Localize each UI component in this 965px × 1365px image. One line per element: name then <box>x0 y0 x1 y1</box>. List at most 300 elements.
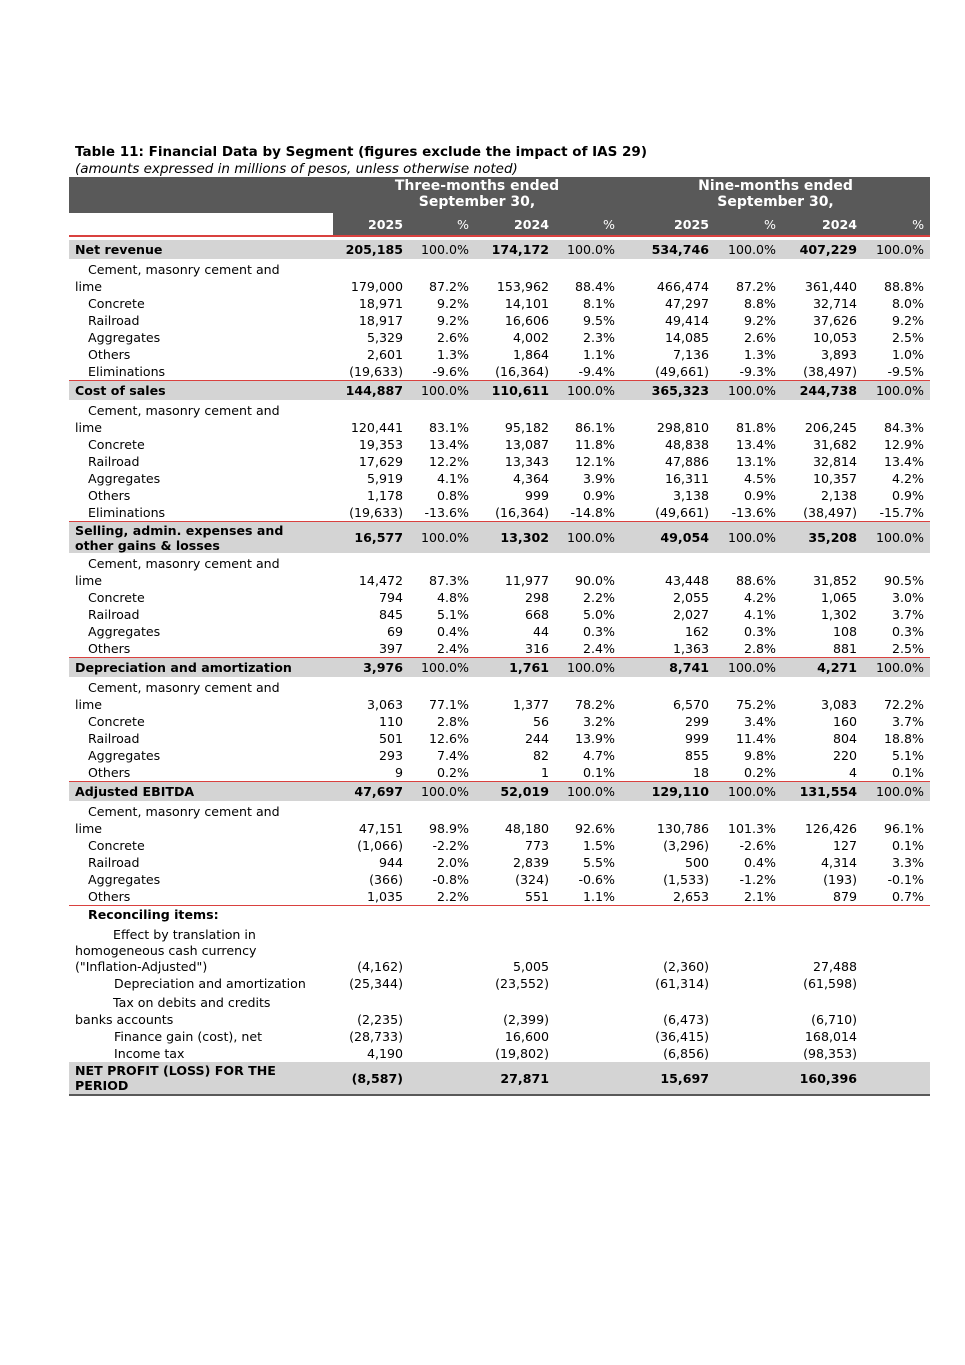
row-pct-cell: 4.8% <box>437 590 469 605</box>
row-value-cell: 17,629 <box>358 454 403 469</box>
empty-cell <box>555 906 621 924</box>
table-row <box>69 400 930 436</box>
reconciling-label-line1: Effect by translation in <box>113 927 256 942</box>
section-pct-cell: 100.0% <box>409 522 475 554</box>
section-value-cell: 1,761 <box>475 658 555 678</box>
row-label: Railroad <box>88 454 140 469</box>
row-value-cell: 108 <box>832 624 858 639</box>
row-value-cell: 14,101 <box>504 296 549 311</box>
row-label: Concrete <box>88 590 145 605</box>
row-label: Others <box>88 765 131 780</box>
header-3m-2024-pct: % <box>555 213 621 236</box>
row-value-cell: (324) <box>515 872 549 887</box>
header-three-months-line2: September 30, <box>418 194 536 210</box>
section-value-cell: 47,697 <box>333 782 409 802</box>
row-pct-cell: 96.1% <box>884 821 925 836</box>
row-pct-cell: -9.5% <box>887 364 925 379</box>
row-pct-cell: 5.1% <box>892 748 925 763</box>
reconciling-value-cell: 5,005 <box>512 959 549 974</box>
empty-cell <box>715 1062 782 1095</box>
section-value-cell: 131,554 <box>782 782 863 802</box>
row-label-line1: Cement, masonry cement and <box>88 403 280 418</box>
row-pct-cell: 83.1% <box>428 420 469 435</box>
row-pct-cell: 12.9% <box>884 437 925 452</box>
table-row <box>69 295 930 312</box>
row-label-line1: Cement, masonry cement and <box>88 556 280 571</box>
row-value-cell: 13,087 <box>504 437 549 452</box>
table-row <box>69 259 930 295</box>
row-pct-cell: 78.2% <box>575 697 616 712</box>
row-value-cell: 13,343 <box>504 454 549 469</box>
row-value-cell: 162 <box>684 624 710 639</box>
row-pct-cell: 2.4% <box>437 641 469 656</box>
row-value-cell: 2,653 <box>621 888 715 906</box>
header-three-months <box>333 177 621 213</box>
row-value-cell: (38,497) <box>803 505 858 520</box>
row-pct-cell: 0.9% <box>892 488 925 503</box>
row-value-cell: 5,329 <box>366 330 403 345</box>
row-value-cell: 10,053 <box>812 330 858 345</box>
row-label <box>69 400 333 436</box>
row-pct-cell: -2.2% <box>432 838 469 853</box>
row-pct-cell: 0.7% <box>863 888 930 906</box>
reconciling-value-cell: (6,856) <box>663 1046 710 1061</box>
empty-cell <box>863 1062 930 1095</box>
row-pct-cell: 3.4% <box>744 714 777 729</box>
row-pct-cell: 1.0% <box>892 347 925 362</box>
row-pct-cell: 0.3% <box>583 624 616 639</box>
row-pct-cell: -0.6% <box>578 872 616 887</box>
table-row <box>69 888 930 906</box>
net-profit-label-line1: NET PROFIT (LOSS) FOR THE <box>75 1063 276 1078</box>
row-pct-cell: 2.8% <box>744 641 777 656</box>
section-pct-cell: 100.0% <box>409 782 475 802</box>
row-label: Railroad <box>88 731 140 746</box>
reconciling-value-cell: 16,600 <box>504 1029 549 1044</box>
row-value-cell: 14,085 <box>664 330 710 345</box>
net-profit-value-cell: 15,697 <box>621 1062 715 1095</box>
row-value-cell: 881 <box>832 641 858 656</box>
row-value-cell: (16,364) <box>495 505 549 520</box>
row-pct-cell: 9.8% <box>744 748 777 763</box>
row-label <box>69 801 333 837</box>
reconciling-value-cell: (28,733) <box>349 1029 403 1044</box>
section-pct-cell: 100.0% <box>555 381 621 401</box>
section-label: Cost of sales <box>69 381 333 401</box>
row-value-cell: 9 <box>394 765 403 780</box>
table-row <box>69 329 930 346</box>
reconciling-value-cell: (6,710) <box>811 1012 858 1027</box>
row-pct-cell: 4.7% <box>583 748 616 763</box>
row-pct-cell: -1.2% <box>739 872 777 887</box>
row-pct-cell: -9.3% <box>739 364 777 379</box>
reconciling-row <box>69 1028 930 1045</box>
table-row <box>69 312 930 329</box>
row-value-cell: 47,886 <box>664 454 710 469</box>
header-row-periods <box>69 177 930 213</box>
reconciling-label-line2: banks accounts <box>75 1012 174 1027</box>
header-nine-months-line2: September 30, <box>717 194 834 210</box>
section-value-cell: 129,110 <box>621 782 715 802</box>
empty-cell <box>409 906 475 924</box>
header-3m-2024: 2024 <box>475 213 555 236</box>
reconciling-value-cell: (19,802) <box>495 1046 549 1061</box>
row-value-cell: (193) <box>823 872 858 887</box>
row-label: Railroad <box>88 855 140 870</box>
row-value-cell: 794 <box>378 590 403 605</box>
table-row <box>69 801 930 837</box>
row-value-cell: (49,661) <box>655 505 710 520</box>
row-pct-cell: 4.2% <box>892 471 925 486</box>
row-pct-cell: 87.2% <box>428 279 469 294</box>
section-pct-cell: 100.0% <box>409 658 475 678</box>
row-value-cell: 120,441 <box>350 420 403 435</box>
row-value-cell: 298 <box>524 590 549 605</box>
row-pct-cell: 8.1% <box>583 296 616 311</box>
net-profit-label-line2: PERIOD <box>75 1078 129 1093</box>
table-row <box>69 623 930 640</box>
reconciling-value-cell: (2,399) <box>503 1012 549 1027</box>
row-pct-cell: 12.1% <box>575 454 616 469</box>
row-pct-cell: 9.5% <box>583 313 616 328</box>
row-value-cell: 49,414 <box>664 313 710 328</box>
row-pct-cell: 12.6% <box>428 731 469 746</box>
section-value-cell: 244,738 <box>782 381 863 401</box>
row-pct-cell: 3.0% <box>892 590 925 605</box>
table-row <box>69 553 930 589</box>
row-pct-cell: 2.6% <box>744 330 777 345</box>
section-pct-cell: 100.0% <box>409 381 475 401</box>
reconciling-value-cell: (61,314) <box>655 976 710 991</box>
row-value-cell: 3,083 <box>820 697 858 712</box>
row-value-cell: 18,917 <box>358 313 403 328</box>
empty-cell <box>863 923 930 975</box>
row-value-cell: 879 <box>782 888 863 906</box>
row-value-cell: 47,151 <box>358 821 403 836</box>
row-value-cell: 1,178 <box>366 488 403 503</box>
row-value-cell: 126,426 <box>804 821 858 836</box>
row-value-cell: 31,682 <box>812 437 858 452</box>
row-pct-cell: 0.1% <box>583 765 616 780</box>
reconciling-value-cell: (61,598) <box>803 976 858 991</box>
section-value-cell: 13,302 <box>475 522 555 554</box>
row-value-cell: (16,364) <box>495 364 549 379</box>
row-pct-cell: 87.3% <box>428 573 469 588</box>
table-row <box>69 677 930 713</box>
row-label: Aggregates <box>88 624 161 639</box>
empty-cell <box>715 1045 782 1062</box>
row-value-cell: 220 <box>832 748 858 763</box>
row-label-line1: Cement, masonry cement and <box>88 680 280 695</box>
section-value-cell: 35,208 <box>782 522 863 554</box>
empty-cell <box>409 992 475 1028</box>
row-value-cell: 298,810 <box>656 420 710 435</box>
section-pct-cell: 100.0% <box>715 381 782 401</box>
row-pct-cell: -14.8% <box>570 505 616 520</box>
row-value-cell: 855 <box>684 748 710 763</box>
row-value-cell: 1,864 <box>512 347 549 362</box>
section-pct-cell: 100.0% <box>715 782 782 802</box>
row-pct-cell: -15.7% <box>879 505 925 520</box>
reconciling-value-cell: (2,360) <box>663 959 710 974</box>
row-value-cell: 2,601 <box>366 347 403 362</box>
section-value-cell: 534,746 <box>621 240 715 259</box>
table-title: Table 11: Financial Data by Segment (figures exclude the impact of IAS 29) <box>75 144 647 160</box>
header-blank <box>69 177 333 213</box>
section-label: Net revenue <box>69 240 333 259</box>
row-pct-cell: 9.2% <box>437 296 469 311</box>
row-value-cell: 43,448 <box>664 573 710 588</box>
reconciling-value-cell: (25,344) <box>349 976 403 991</box>
row-pct-cell: 3.7% <box>892 607 925 622</box>
net-profit-value-cell: 27,871 <box>475 1062 555 1095</box>
row-value-cell: 127 <box>832 838 858 853</box>
row-value-cell: 5,919 <box>366 471 403 486</box>
row-label <box>69 259 333 295</box>
reconciling-row-label <box>69 923 333 975</box>
row-pct-cell: -2.6% <box>739 838 777 853</box>
row-pct-cell: 2.1% <box>715 888 782 906</box>
net-profit-value-cell: 160,396 <box>782 1062 863 1095</box>
row-value-cell: (49,661) <box>655 364 710 379</box>
row-value-cell: 500 <box>684 855 710 870</box>
row-pct-cell: 11.8% <box>575 437 616 452</box>
row-pct-cell: -9.6% <box>432 364 469 379</box>
empty-cell <box>555 923 621 975</box>
row-value-cell: 2,055 <box>672 590 710 605</box>
row-label: Others <box>88 347 131 362</box>
section-value-cell: 174,172 <box>475 240 555 259</box>
empty-cell <box>863 906 930 924</box>
row-pct-cell: 0.1% <box>892 838 925 853</box>
row-label: Aggregates <box>88 330 161 345</box>
reconciling-value-cell: 27,488 <box>812 959 858 974</box>
reconciling-value-cell: (4,162) <box>357 959 403 974</box>
row-pct-cell: 88.6% <box>736 573 777 588</box>
row-value-cell: (38,497) <box>803 364 858 379</box>
empty-cell <box>555 992 621 1028</box>
table-row <box>69 747 930 764</box>
net-profit-value-cell: (8,587) <box>333 1062 409 1095</box>
row-pct-cell: 4.1% <box>437 471 469 486</box>
row-value-cell: 501 <box>378 731 403 746</box>
row-pct-cell: 2.0% <box>437 855 469 870</box>
row-value-cell: 4,002 <box>512 330 549 345</box>
empty-cell <box>555 1045 621 1062</box>
row-value-cell: 95,182 <box>504 420 549 435</box>
reconciling-row <box>69 975 930 992</box>
row-label: Others <box>69 888 333 906</box>
row-value-cell: 14,472 <box>358 573 403 588</box>
row-pct-cell: 98.9% <box>428 821 469 836</box>
row-label-line1: Cement, masonry cement and <box>88 804 280 819</box>
row-value-cell: 999 <box>684 731 710 746</box>
row-value-cell: 69 <box>386 624 403 639</box>
section-pct-cell: 100.0% <box>715 240 782 259</box>
row-pct-cell: 1.3% <box>437 347 469 362</box>
row-label: Railroad <box>88 607 140 622</box>
row-pct-cell: 9.2% <box>744 313 777 328</box>
section-value-cell: 205,185 <box>333 240 409 259</box>
section-pct-cell: 100.0% <box>863 782 930 802</box>
row-value-cell: 32,814 <box>812 454 858 469</box>
row-pct-cell: 87.2% <box>736 279 777 294</box>
reconciling-value-cell: 168,014 <box>804 1029 858 1044</box>
table-row <box>69 504 930 522</box>
row-pct-cell: 84.3% <box>884 420 925 435</box>
empty-cell <box>863 975 930 992</box>
row-label: Railroad <box>88 313 140 328</box>
section-label-line2: other gains & losses <box>75 537 220 553</box>
header-9m-2025: 2025 <box>621 213 715 236</box>
row-pct-cell: -0.8% <box>432 872 469 887</box>
row-pct-cell: 77.1% <box>428 697 469 712</box>
row-pct-cell: 5.5% <box>583 855 616 870</box>
header-9m-2024: 2024 <box>782 213 863 236</box>
row-pct-cell: 5.1% <box>437 607 469 622</box>
row-pct-cell: 0.1% <box>892 765 925 780</box>
row-value-cell: 1,035 <box>333 888 409 906</box>
row-pct-cell: 3.7% <box>892 714 925 729</box>
row-value-cell: 316 <box>524 641 549 656</box>
row-pct-cell: 13.4% <box>428 437 469 452</box>
empty-cell <box>715 906 782 924</box>
row-label: Concrete <box>88 437 145 452</box>
table-row <box>69 764 930 782</box>
row-value-cell: 11,977 <box>504 573 549 588</box>
header-label-blank <box>69 213 333 236</box>
row-pct-cell: 18.8% <box>884 731 925 746</box>
row-value-cell: 160 <box>832 714 858 729</box>
empty-cell <box>715 975 782 992</box>
row-label-line2: lime <box>75 279 103 294</box>
row-value-cell: 7,136 <box>672 347 710 362</box>
row-pct-cell: 0.4% <box>744 855 777 870</box>
row-pct-cell: 2.2% <box>409 888 475 906</box>
row-pct-cell: 2.3% <box>583 330 616 345</box>
row-pct-cell: 8.0% <box>892 296 925 311</box>
row-pct-cell: 1.5% <box>583 838 616 853</box>
row-pct-cell: 0.3% <box>744 624 777 639</box>
row-pct-cell: 90.0% <box>575 573 616 588</box>
reconciling-value-cell: (6,473) <box>663 1012 710 1027</box>
empty-cell <box>409 923 475 975</box>
section-label-line1: Selling, admin. expenses and <box>75 522 284 538</box>
row-value-cell: 3,138 <box>672 488 710 503</box>
row-value-cell: 153,962 <box>496 279 549 294</box>
empty-cell <box>863 992 930 1028</box>
row-pct-cell: 0.9% <box>583 488 616 503</box>
net-profit-label <box>69 1062 333 1095</box>
reconciling-row-label: Depreciation and amortization <box>114 976 306 991</box>
reconciling-value-cell: (23,552) <box>495 976 549 991</box>
row-pct-cell: 9.2% <box>892 313 925 328</box>
row-pct-cell: 8.8% <box>744 296 777 311</box>
row-pct-cell: 0.9% <box>744 488 777 503</box>
row-label: Others <box>88 641 131 656</box>
row-value-cell: 361,440 <box>804 279 858 294</box>
row-pct-cell: 2.6% <box>437 330 469 345</box>
header-nine-months <box>621 177 930 213</box>
reconciling-value-cell: (36,415) <box>655 1029 710 1044</box>
row-pct-cell: -13.6% <box>731 505 777 520</box>
empty-cell <box>715 1028 782 1045</box>
section-value-cell: 52,019 <box>475 782 555 802</box>
row-value-cell: 293 <box>378 748 403 763</box>
row-value-cell: 1 <box>540 765 549 780</box>
row-value-cell: 18,971 <box>358 296 403 311</box>
row-value-cell: 1,065 <box>820 590 858 605</box>
row-value-cell: 3,063 <box>366 697 403 712</box>
row-pct-cell: 1.1% <box>555 888 621 906</box>
table-row <box>69 871 930 888</box>
row-value-cell: 32,714 <box>812 296 858 311</box>
row-pct-cell: 1.1% <box>583 347 616 362</box>
row-value-cell: 130,786 <box>656 821 710 836</box>
row-value-cell: 82 <box>532 748 549 763</box>
empty-cell <box>555 975 621 992</box>
table-row <box>69 487 930 504</box>
row-label: Others <box>88 488 131 503</box>
reconciling-label-line1: Tax on debits and credits <box>113 995 271 1010</box>
header-nine-months-line1: Nine-months ended <box>698 178 853 194</box>
row-pct-cell: -13.6% <box>424 505 469 520</box>
section-pct-cell: 100.0% <box>555 782 621 802</box>
row-value-cell: 16,311 <box>664 471 710 486</box>
reconciling-row-label: Income tax <box>114 1046 185 1061</box>
empty-cell <box>409 1045 475 1062</box>
section-value-cell: 365,323 <box>621 381 715 401</box>
section-row <box>69 522 930 554</box>
reconciling-row <box>69 1045 930 1062</box>
row-pct-cell: 2.5% <box>892 330 925 345</box>
table-row <box>69 363 930 381</box>
row-pct-cell: 9.2% <box>437 313 469 328</box>
row-value-cell: 773 <box>524 838 549 853</box>
section-value-cell: 3,976 <box>333 658 409 678</box>
row-pct-cell: 4.5% <box>744 471 777 486</box>
row-label: Eliminations <box>88 505 166 520</box>
header-3m-2025: 2025 <box>333 213 409 236</box>
empty-cell <box>409 1062 475 1095</box>
row-value-cell: 6,570 <box>672 697 710 712</box>
empty-cell <box>409 975 475 992</box>
row-value-cell: (1,066) <box>357 838 403 853</box>
row-pct-cell: 0.8% <box>437 488 469 503</box>
table-body <box>69 236 930 1095</box>
row-value-cell: 3,893 <box>820 347 858 362</box>
row-label-line2: lime <box>75 573 103 588</box>
section-pct-cell: 100.0% <box>863 240 930 259</box>
row-pct-cell: 7.4% <box>437 748 469 763</box>
section-pct-cell: 100.0% <box>715 658 782 678</box>
header-row-years <box>69 213 930 236</box>
row-pct-cell: 101.3% <box>727 821 777 836</box>
reconciling-value-cell: (2,235) <box>357 1012 403 1027</box>
row-label-line1: Cement, masonry cement and <box>88 262 280 277</box>
section-row <box>69 240 930 259</box>
section-label: Adjusted EBITDA <box>69 782 333 802</box>
section-value-cell: 110,611 <box>475 381 555 401</box>
row-value-cell: 47,297 <box>664 296 710 311</box>
row-value-cell: 48,838 <box>664 437 710 452</box>
header-3m-2025-pct: % <box>409 213 475 236</box>
section-label <box>69 522 333 554</box>
row-value-cell: 110 <box>378 714 403 729</box>
row-value-cell: 551 <box>475 888 555 906</box>
row-pct-cell: 13.9% <box>575 731 616 746</box>
row-label: Aggregates <box>88 471 161 486</box>
